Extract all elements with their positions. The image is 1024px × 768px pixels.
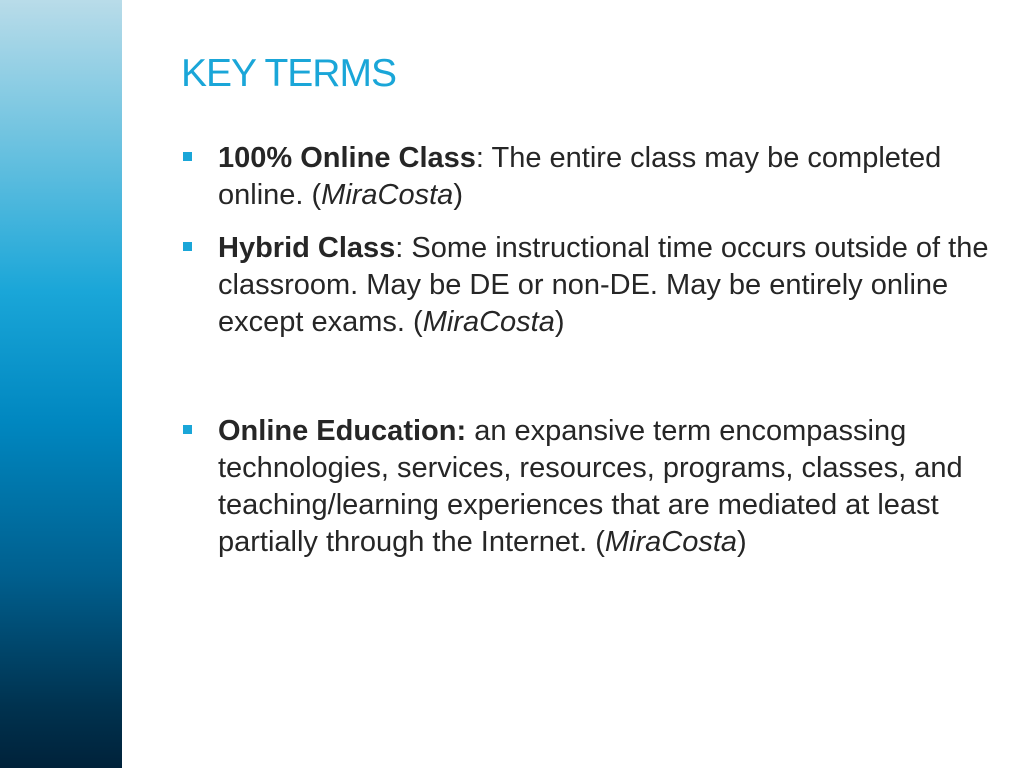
term-label: Online Education: [218,415,467,447]
source-name: MiraCosta [321,179,454,211]
bullet-online-class [181,140,1011,214]
term-separator: : [395,232,412,264]
bullet-hybrid-class [181,230,1011,341]
source-name: MiraCosta [604,526,738,558]
closing-paren: ) [453,179,463,211]
square-bullet-icon [183,242,192,251]
term-label: 100% Online Class [218,142,476,174]
term-separator [466,415,474,447]
definition-text: Some instructional time occurs outside of the classroom. May be DE or non-DE. May be entirely online except exams. ( [218,232,989,338]
square-bullet-icon [183,425,192,434]
closing-paren: ) [737,526,747,558]
square-bullet-icon [183,152,192,161]
side-gradient-bar [0,0,122,768]
key-terms-list [181,140,1011,561]
definition-text: The entire class may be completed online. ( [218,142,942,211]
source-name: MiraCosta [422,306,555,338]
slide-title: KEY TERMS [181,52,396,95]
closing-paren: ) [554,306,565,338]
term-label: Hybrid Class [218,232,396,264]
term-separator: : [475,142,492,174]
bullet-online-education [181,413,1011,561]
definition-text: an expansive term encompassing technologies, services, resources, programs, classes, and teaching/learning experiences that are mediated at least partially through the Internet. ( [218,415,963,558]
